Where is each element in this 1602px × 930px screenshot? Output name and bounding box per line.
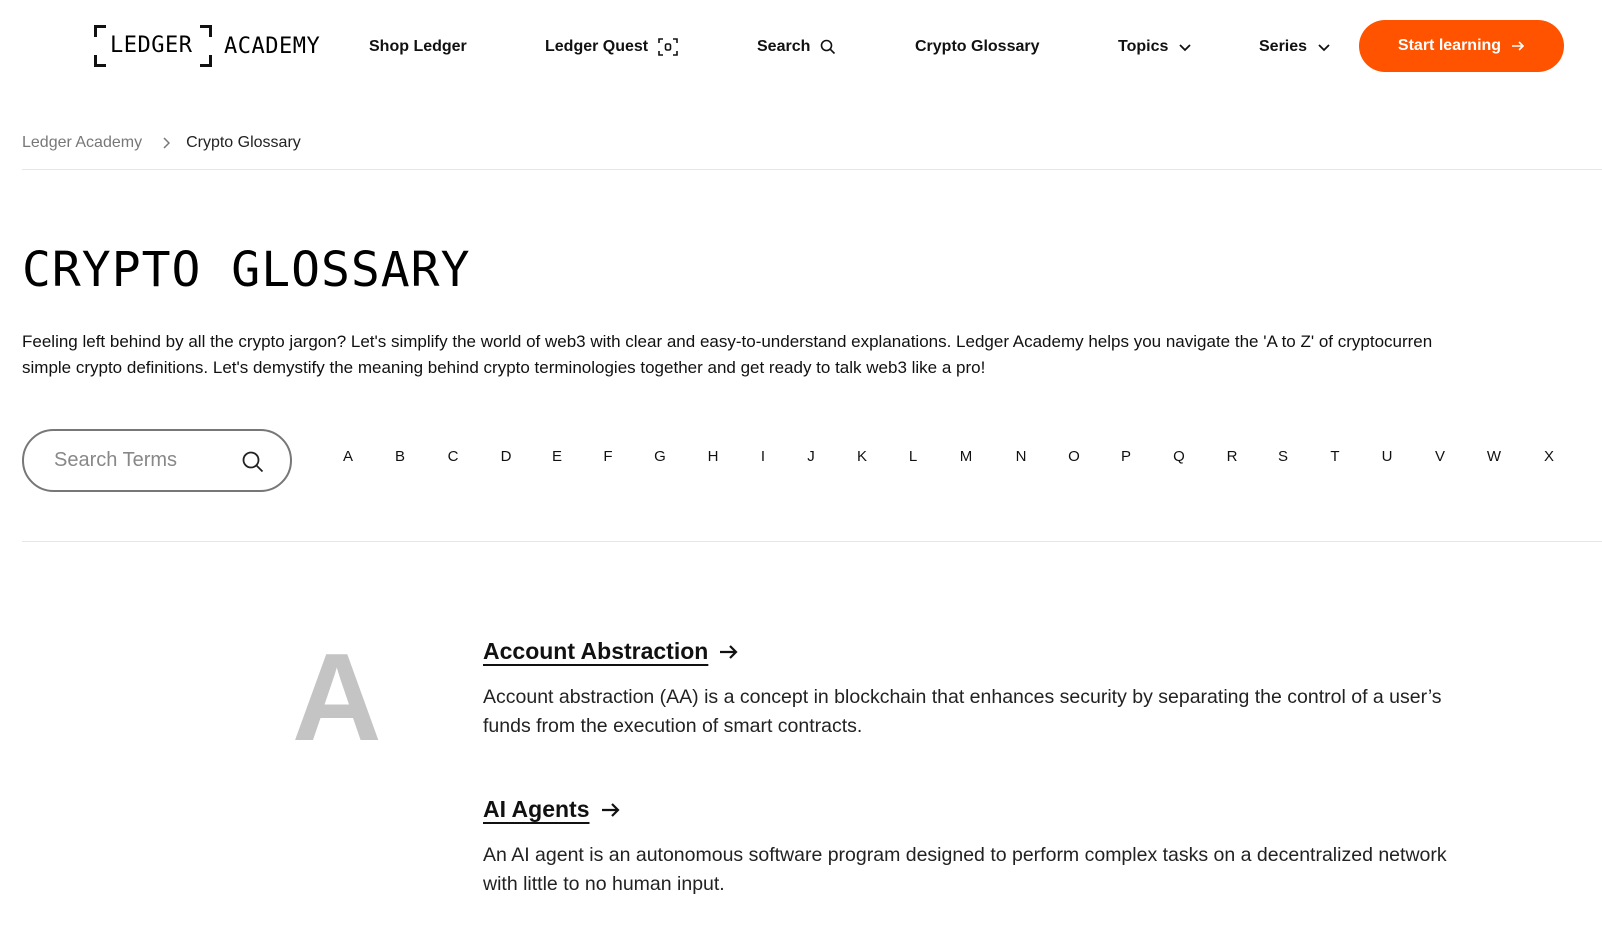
breadcrumb <box>22 131 301 155</box>
start-learning-button[interactable] <box>1359 20 1564 72</box>
intro-line-1: Feeling left behind by all the crypto jargon? Let's simplify the world of web3 with clear and easy-to-understand explanations. Ledger Academy helps you navigate the 'A to Z' of cryptocurren <box>22 332 1433 351</box>
term-title: AI Agents <box>483 796 590 822</box>
intro-line-2: simple crypto definitions. Let's demystify the meaning behind crypto terminologies together and get ready to talk web3 like a pro! <box>22 358 986 377</box>
letter-link-o[interactable]: O <box>1068 448 1080 465</box>
glossary-entry <box>483 638 1483 741</box>
letter-link-w[interactable]: W <box>1486 448 1502 465</box>
letter-link-t[interactable]: T <box>1330 448 1340 465</box>
start-learning-label: Start learning <box>1397 37 1502 54</box>
letter-link-h[interactable]: H <box>707 448 719 465</box>
scan-icon <box>658 38 678 56</box>
nav-search[interactable] <box>757 34 836 60</box>
letter-link-b[interactable]: B <box>394 448 406 465</box>
page-title: CRYPTO GLOSSARY <box>22 242 471 298</box>
search-terms-input[interactable] <box>52 448 222 473</box>
breadcrumb-divider <box>22 169 1602 170</box>
nav-topics-label: Topics <box>1118 38 1169 55</box>
letter-link-r[interactable]: R <box>1226 448 1238 465</box>
logo-suffix: ACADEMY <box>224 33 321 59</box>
logo-bracket-mark <box>94 25 212 67</box>
term-description: An AI agent is an autonomous software program designed to perform complex tasks on a decentralized network with little to no human input. <box>483 844 1447 895</box>
nav-topics[interactable] <box>1118 34 1192 60</box>
letter-link-p[interactable]: P <box>1120 448 1132 465</box>
letter-link-m[interactable]: M <box>959 448 973 465</box>
top-navigation <box>0 0 1602 93</box>
letter-link-d[interactable]: D <box>500 448 512 465</box>
chevron-right-icon <box>162 137 170 149</box>
page-intro <box>22 329 1602 381</box>
nav-crypto-glossary[interactable] <box>915 34 1039 60</box>
letter-link-g[interactable]: G <box>654 448 666 465</box>
search-icon <box>820 39 836 55</box>
letter-link-a[interactable]: A <box>342 448 354 465</box>
term-link-account-abstraction[interactable] <box>483 638 740 665</box>
letter-link-l[interactable]: L <box>908 448 918 465</box>
letter-link-v[interactable]: V <box>1434 448 1446 465</box>
letter-link-i[interactable]: I <box>760 448 766 465</box>
logo-word: LEDGER <box>110 33 193 58</box>
letter-link-x[interactable]: X <box>1543 448 1555 465</box>
letter-link-s[interactable]: S <box>1277 448 1289 465</box>
arrow-right-icon <box>718 643 740 661</box>
nav-ledger-quest-label: Ledger Quest <box>545 38 649 55</box>
index-divider <box>22 541 1602 542</box>
term-description: Account abstraction (AA) is a concept in blockchain that enhances security by separating the control of a user’s funds from the execution of smart contracts. <box>483 686 1442 737</box>
letter-link-u[interactable]: U <box>1381 448 1393 465</box>
nav-search-label: Search <box>757 38 811 55</box>
letter-link-n[interactable]: N <box>1015 448 1027 465</box>
nav-shop-ledger[interactable] <box>369 34 467 60</box>
search-icon[interactable] <box>242 451 264 473</box>
nav-shop-ledger-label: Shop Ledger <box>369 38 467 55</box>
letter-link-q[interactable]: Q <box>1173 448 1185 465</box>
nav-crypto-glossary-label: Crypto Glossary <box>915 38 1040 55</box>
nav-series-label: Series <box>1259 38 1308 55</box>
term-title: Account Abstraction <box>483 638 709 664</box>
glossary-entry <box>483 796 1483 899</box>
breadcrumb-current: Crypto Glossary <box>186 134 301 151</box>
chevron-down-icon <box>1178 42 1192 52</box>
arrow-right-icon <box>1511 40 1525 52</box>
letter-link-k[interactable]: K <box>856 448 868 465</box>
nav-ledger-quest[interactable] <box>545 34 678 60</box>
chevron-down-icon <box>1317 42 1331 52</box>
ledger-academy-logo[interactable] <box>94 25 320 67</box>
section-letter-heading: A <box>292 629 382 767</box>
search-terms-box <box>22 429 292 492</box>
breadcrumb-home-link[interactable]: Ledger Academy <box>22 134 143 151</box>
arrow-right-icon <box>600 801 622 819</box>
nav-series[interactable] <box>1259 34 1331 60</box>
letter-link-e[interactable]: E <box>551 448 563 465</box>
letter-link-f[interactable]: F <box>603 448 613 465</box>
letter-link-j[interactable]: J <box>807 448 815 465</box>
term-link-ai-agents[interactable] <box>483 796 622 823</box>
letter-link-c[interactable]: C <box>447 448 459 465</box>
